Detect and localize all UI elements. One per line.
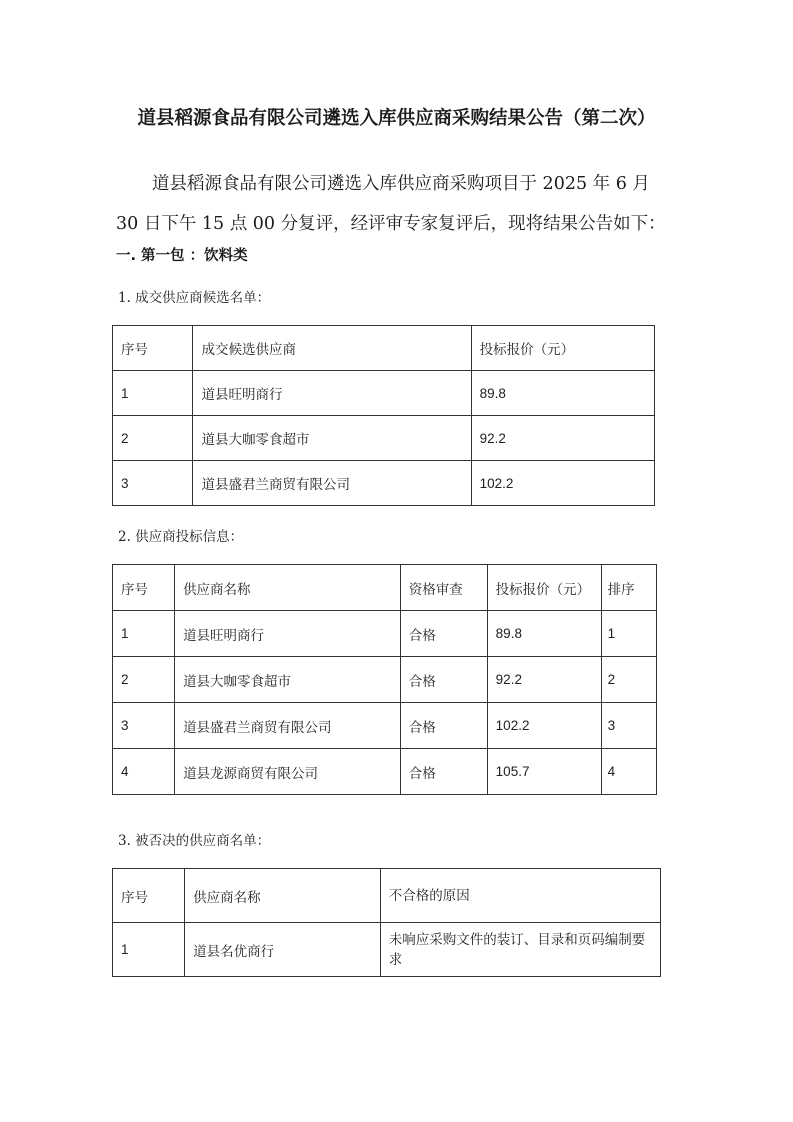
qualification-status: 合格 [400,703,487,749]
rank: 3 [601,703,656,749]
supplier-name: 道县大咖零食超市 [193,416,471,461]
row-number: 1 [113,371,193,416]
row-number: 1 [113,923,185,977]
rank: 2 [601,657,656,703]
table-row [113,657,657,703]
row-number: 3 [113,461,193,506]
header-cell: 排序 [601,565,656,611]
header-cell: 供应商名称 [185,869,381,923]
rejection-reason: 未响应采购文件的装订、目录和页码编制要求 [380,923,660,977]
bid-price: 89.8 [487,611,601,657]
header-cell: 投标报价（元） [487,565,601,611]
row-number: 1 [113,611,175,657]
header-cell: 序号 [113,326,193,371]
supplier-name: 道县旺明商行 [175,611,401,657]
header-cell: 成交候选供应商 [193,326,471,371]
row-number: 2 [113,416,193,461]
table-row [113,749,657,795]
header-cell: 序号 [113,565,175,611]
row-number: 3 [113,703,175,749]
rank: 4 [601,749,656,795]
table-header-row [113,869,661,923]
table-row [113,611,657,657]
row-number: 4 [113,749,175,795]
header-cell: 供应商名称 [175,565,401,611]
header-cell: 资格审查 [400,565,487,611]
bid-price: 105.7 [487,749,601,795]
header-cell: 投标报价（元） [471,326,654,371]
row-number: 2 [113,657,175,703]
header-cell: 序号 [113,869,185,923]
supplier-name: 道县大咖零食超市 [175,657,401,703]
supplier-name: 道县名优商行 [185,923,381,977]
candidates-heading: 1. 成交供应商候选名单： [118,290,271,306]
table-header-row [113,565,657,611]
header-cell: 不合格的原因 [380,869,660,923]
bids-heading: 2. 供应商投标信息： [118,529,244,545]
rejected-table [112,868,661,977]
table-row [113,416,655,461]
intro-paragraph-line-1: 道县稻源食品有限公司遴选入库供应商采购项目于 2025 年 6 月 [152,174,650,194]
section-heading-package-1: 一. 第一包 ：饮料类 [116,248,248,264]
bid-price: 102.2 [487,703,601,749]
qualification-status: 合格 [400,611,487,657]
bid-price: 102.2 [471,461,654,506]
qualification-status: 合格 [400,749,487,795]
qualification-status: 合格 [400,657,487,703]
bid-price: 92.2 [471,416,654,461]
supplier-name: 道县旺明商行 [193,371,471,416]
table-row [113,371,655,416]
supplier-name: 道县龙源商贸有限公司 [175,749,401,795]
candidates-table [112,325,655,506]
bid-price: 89.8 [471,371,654,416]
supplier-name: 道县盛君兰商贸有限公司 [175,703,401,749]
rejected-heading: 3. 被否决的供应商名单： [118,833,271,849]
table-row [113,703,657,749]
intro-paragraph-line-2: 30 日下午 15 点 00 分复评，经评审专家复评后，现将结果公告如下： [116,214,666,234]
bids-table [112,564,657,795]
table-row [113,461,655,506]
table-row [113,923,661,977]
bid-price: 92.2 [487,657,601,703]
table-header-row [113,326,655,371]
document-title: 道县稻源食品有限公司遴选入库供应商采购结果公告（第二次） [137,108,656,129]
supplier-name: 道县盛君兰商贸有限公司 [193,461,471,506]
rank: 1 [601,611,656,657]
